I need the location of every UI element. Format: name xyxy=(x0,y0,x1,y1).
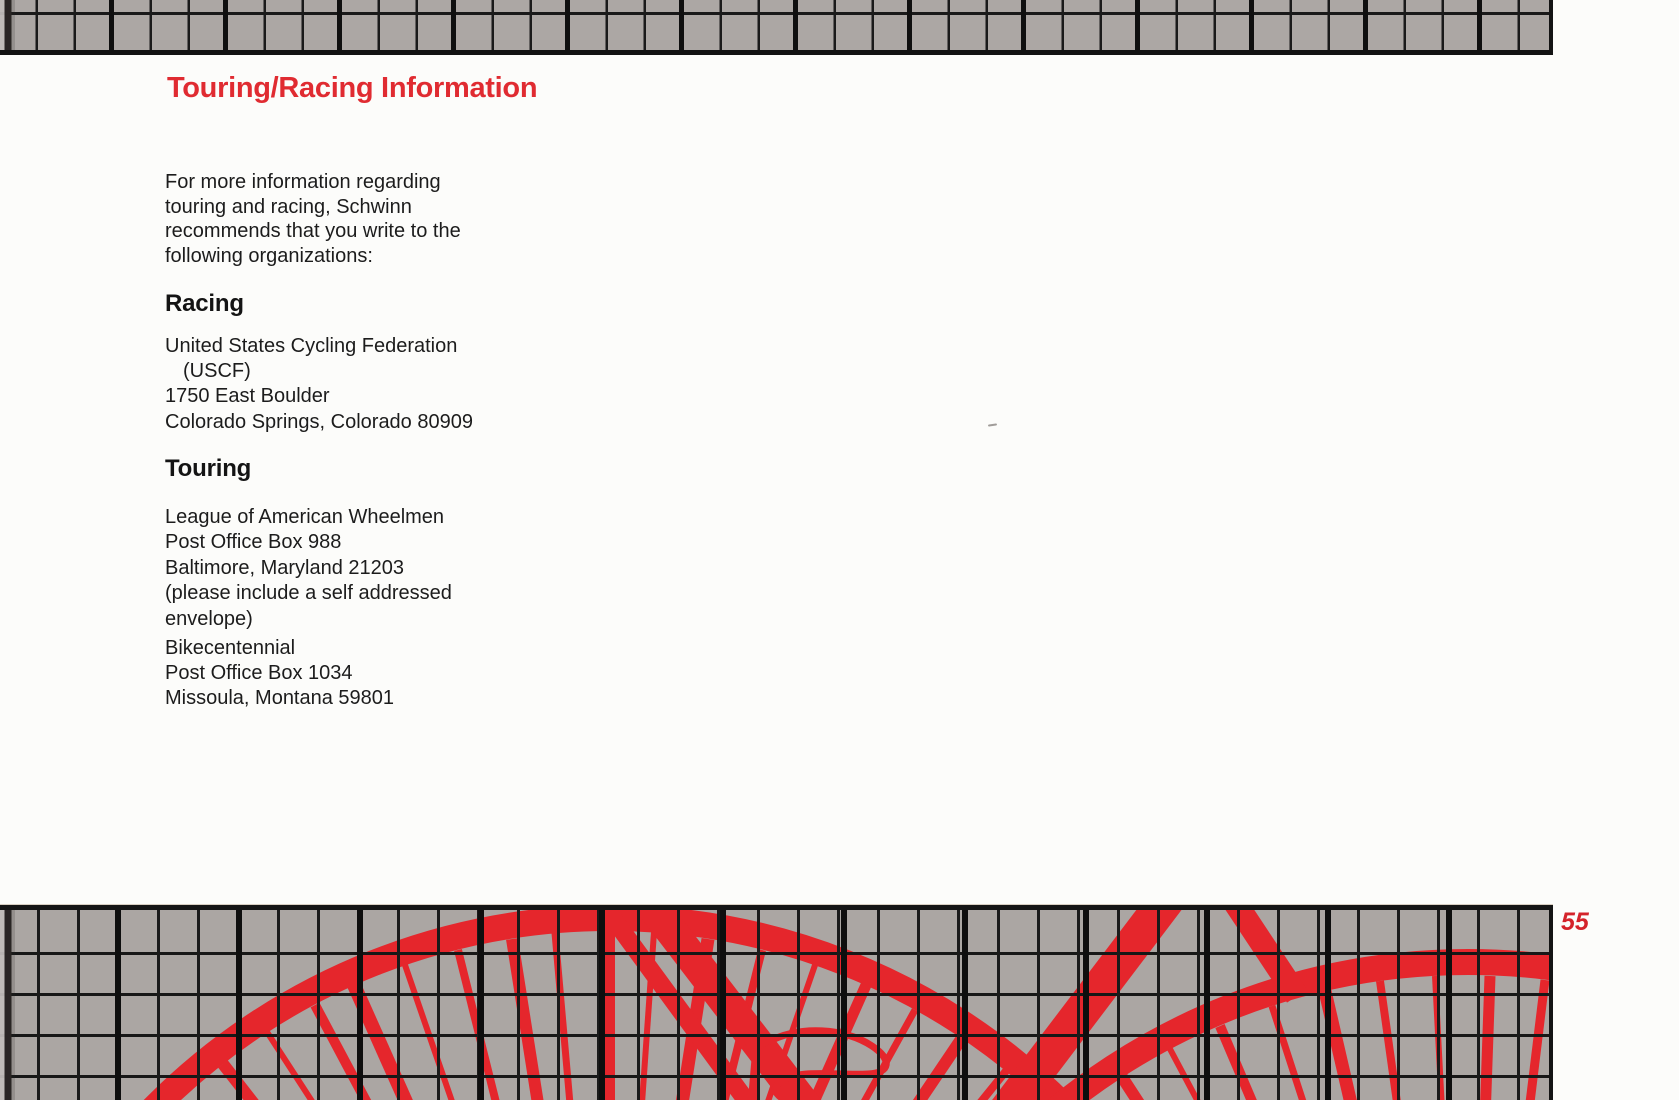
address-line: Bikecentennial xyxy=(165,637,296,659)
grid-band-top xyxy=(0,0,1553,55)
intro-line: For more information regarding xyxy=(165,171,441,193)
address-line: (USCF) xyxy=(183,360,251,383)
touring-address-block-2 xyxy=(165,636,394,712)
address-line: Post Office Box 988 xyxy=(165,531,342,554)
address-line: Colorado Springs, Colorado 80909 xyxy=(165,410,473,433)
address-line: envelope) xyxy=(165,607,253,630)
section-heading-touring: Touring xyxy=(165,455,252,482)
address-line: Baltimore, Maryland 21203 xyxy=(165,556,405,579)
intro-line: touring and racing, Schwinn xyxy=(165,195,412,218)
address-line: United States Cycling Federation xyxy=(165,335,458,357)
grid-lines-overlay xyxy=(0,910,1549,1100)
intro-line: recommends that you write to the xyxy=(165,220,461,243)
grid-lines-overlay xyxy=(0,0,1549,50)
address-line: Missoula, Montana 59801 xyxy=(165,687,395,710)
intro-paragraph xyxy=(165,170,461,268)
grid-band-bottom xyxy=(0,905,1553,1100)
scan-artifact-mark xyxy=(988,423,997,426)
section-heading-racing: Racing xyxy=(165,290,244,317)
racing-address-block xyxy=(165,334,473,435)
address-line: League of American Wheelmen xyxy=(165,506,445,528)
page-gutter-shadow xyxy=(0,910,15,1100)
address-line: 1750 East Boulder xyxy=(165,385,330,408)
intro-line: following organizations: xyxy=(165,244,373,267)
address-line: (please include a self addressed xyxy=(165,582,452,605)
touring-address-block-1 xyxy=(165,505,452,632)
address-line: Post Office Box 1034 xyxy=(165,662,353,685)
page-number: 55 xyxy=(1561,908,1589,936)
page-gutter-shadow xyxy=(0,0,15,50)
page-title: Touring/Racing Information xyxy=(167,72,538,104)
